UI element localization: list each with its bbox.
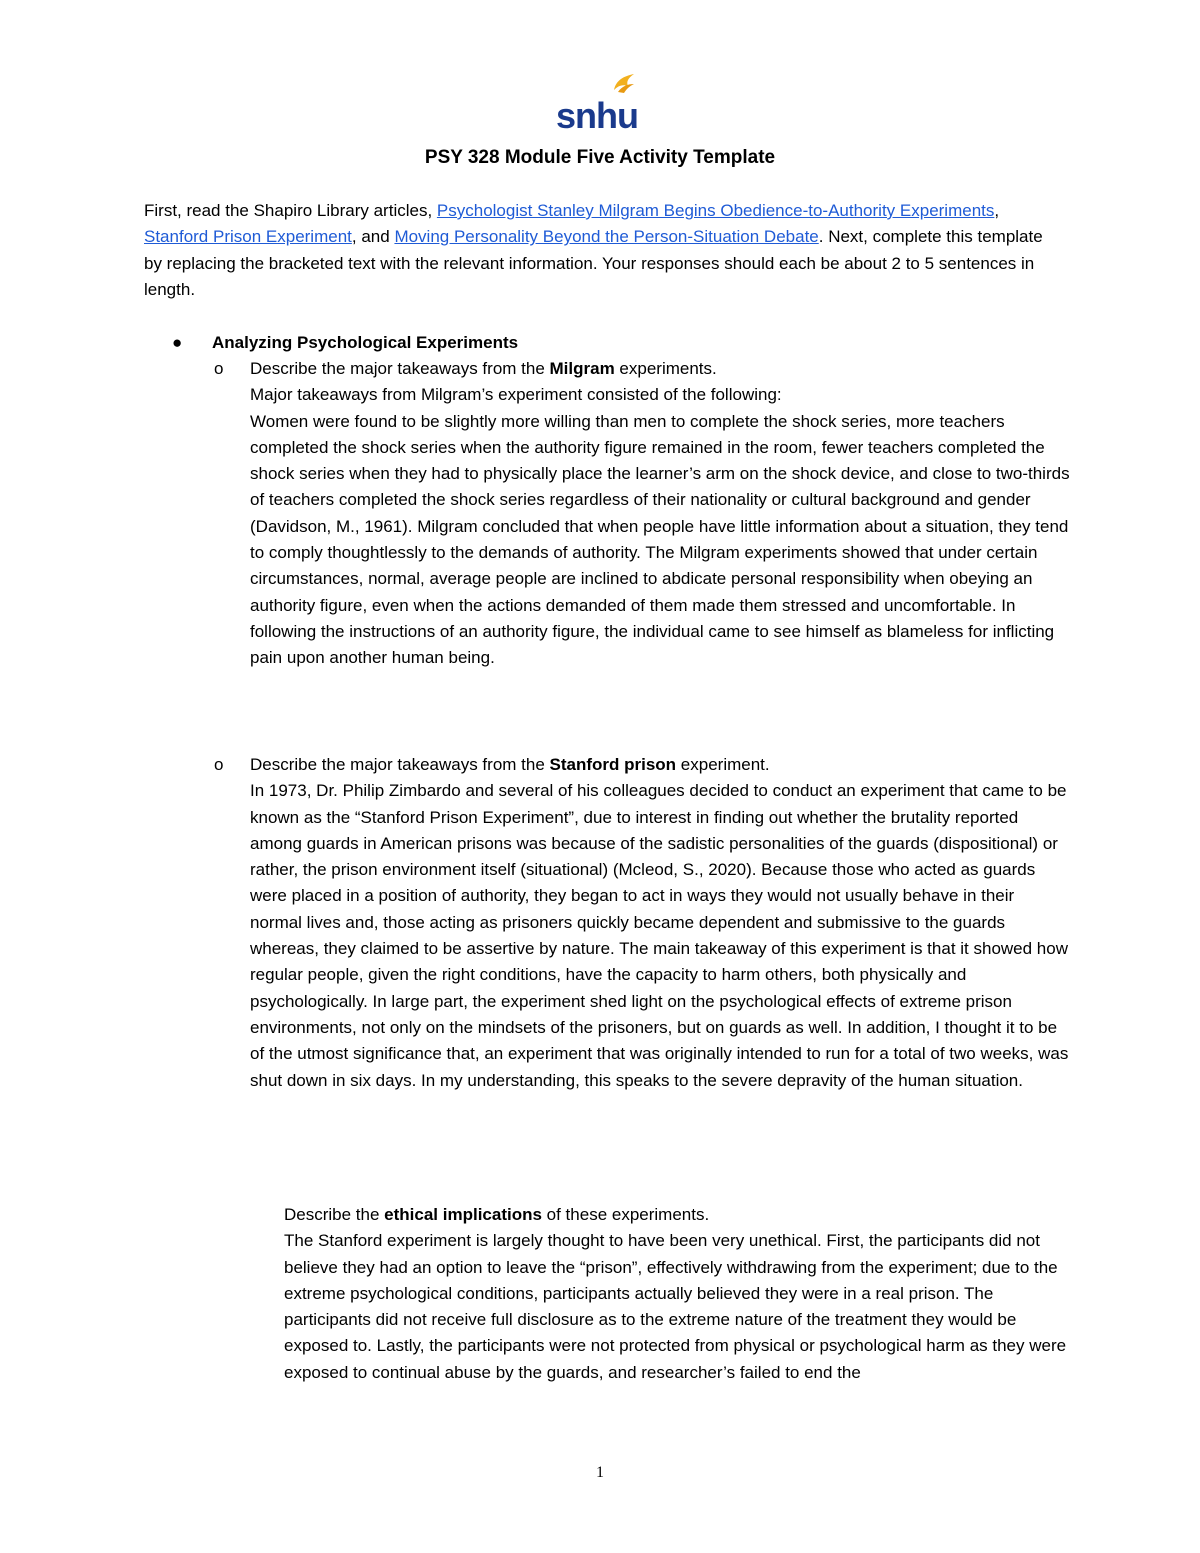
snhu-logo xyxy=(556,72,640,132)
svg-text:snhu: snhu xyxy=(556,95,638,132)
answer-text: Women were found to be slightly more willing than men to complete the shock series, more teachers completed the shock series when the authority figure remained in the room, fewer teachers completed the shock series when they had to physically place the learner’s arm on the shock device, and close to two-thirds of teachers completed the shock series regardless of their nationality or cultural background and gender (Davidson, M., 1961). Milgram concluded that when people have little information about a situation, they tend to comply thoughtlessly to the demands of authority. The Milgram experiments showed that under certain circumstances, normal, average people are inclined to abdicate personal responsibility when obeying an authority figure, even when the actions demanded of them made them stressed and uncomfortable. In following the instructions of an authority figure, the individual came to see himself as blameless for inflicting pain upon another human being. xyxy=(250,411,1070,668)
question-prompt: Describe the major takeaways from the Stanford prison experiment. xyxy=(250,755,770,774)
question-milgram xyxy=(214,356,1070,672)
answer-text: The Stanford experiment is largely thought to have been very unethical. First, the participants did not believe they had an option to leave the “prison”, effectively withdrawing from the experiment; due to the extreme psychological conditions, participants actually believed they were in a real prison. The participants did not receive full disclosure as to the extreme nature of the treatment they would be exposed to. Lastly, the participants were not protected from physical or psychological harm as they were exposed to continual abuse by the guards, and researcher’s failed to end the xyxy=(284,1231,1067,1382)
link-stanford-article[interactable]: Stanford Prison Experiment xyxy=(144,227,352,247)
answer-intro: Major takeaways from Milgram’s experiment consisted of the following: xyxy=(250,385,782,405)
question-ethics xyxy=(284,1202,1074,1386)
bullet-icon: ● xyxy=(172,333,183,352)
answer-text: In 1973, Dr. Philip Zimbardo and several of his colleagues decided to conduct an experiment that came to be known as the “Stanford Prison Experiment”, due to interest in finding out whether the brutality reported among guards in American prisons was because of the sadistic personalities of the guards (dispositional) or rather, the prison environment itself (situational) (Mcleod, S., 2020). Because those who acted as guards were placed in a position of authority, they began to act in ways they would not usually behave in their normal lives and, those acting as prisoners quickly became dependent and submissive to the guards whereas, they claimed to be assertive by nature. The main takeaway of this experiment is that it showed how regular people, given the right conditions, have the capacity to harm others, both physically and psychologically. In large part, the experiment shed light on the psychological effects of extreme prison environments, not only on the mindsets of the prisoners, but on guards as well. In addition, I thought it to be of the utmost significance that, an experiment that was originally intended to run for a total of two weeks, was shut down in six days. In my understanding, this speaks to the severe depravity of the human situation. xyxy=(250,781,1069,1090)
sub-bullet-icon: o xyxy=(214,755,224,774)
sub-bullet-icon: o xyxy=(214,359,224,378)
question-stanford xyxy=(214,752,1070,1094)
link-milgram-article[interactable]: Psychologist Stanley Milgram Begins Obedience-to-Authority Experiments xyxy=(436,201,995,220)
intro-paragraph: First, read the Shapiro Library articles, Psychologist Stanley Milgram Begins Obedience-to-Authority Experiments, Stanford Prison Experiment, and Moving Personality Beyond the Person-Situation Debate. Next, complete this template by replacing the bracketed text with the relevant information. Your responses should each be about 2 to 5 sentences in length. xyxy=(144,201,1043,299)
section-heading: Analyzing Psychological Experiments xyxy=(212,333,519,352)
link-personality-article[interactable]: Moving Personality Beyond the Person-Situation Debate xyxy=(394,227,819,247)
question-prompt: Describe the ethical implications of these experiments. xyxy=(284,1205,710,1224)
page-number: 1 xyxy=(596,1464,604,1481)
question-prompt: Describe the major takeaways from the Milgram experiments. xyxy=(250,359,717,378)
document-title: PSY 328 Module Five Activity Template xyxy=(424,147,776,168)
section-bullet xyxy=(144,330,1064,356)
